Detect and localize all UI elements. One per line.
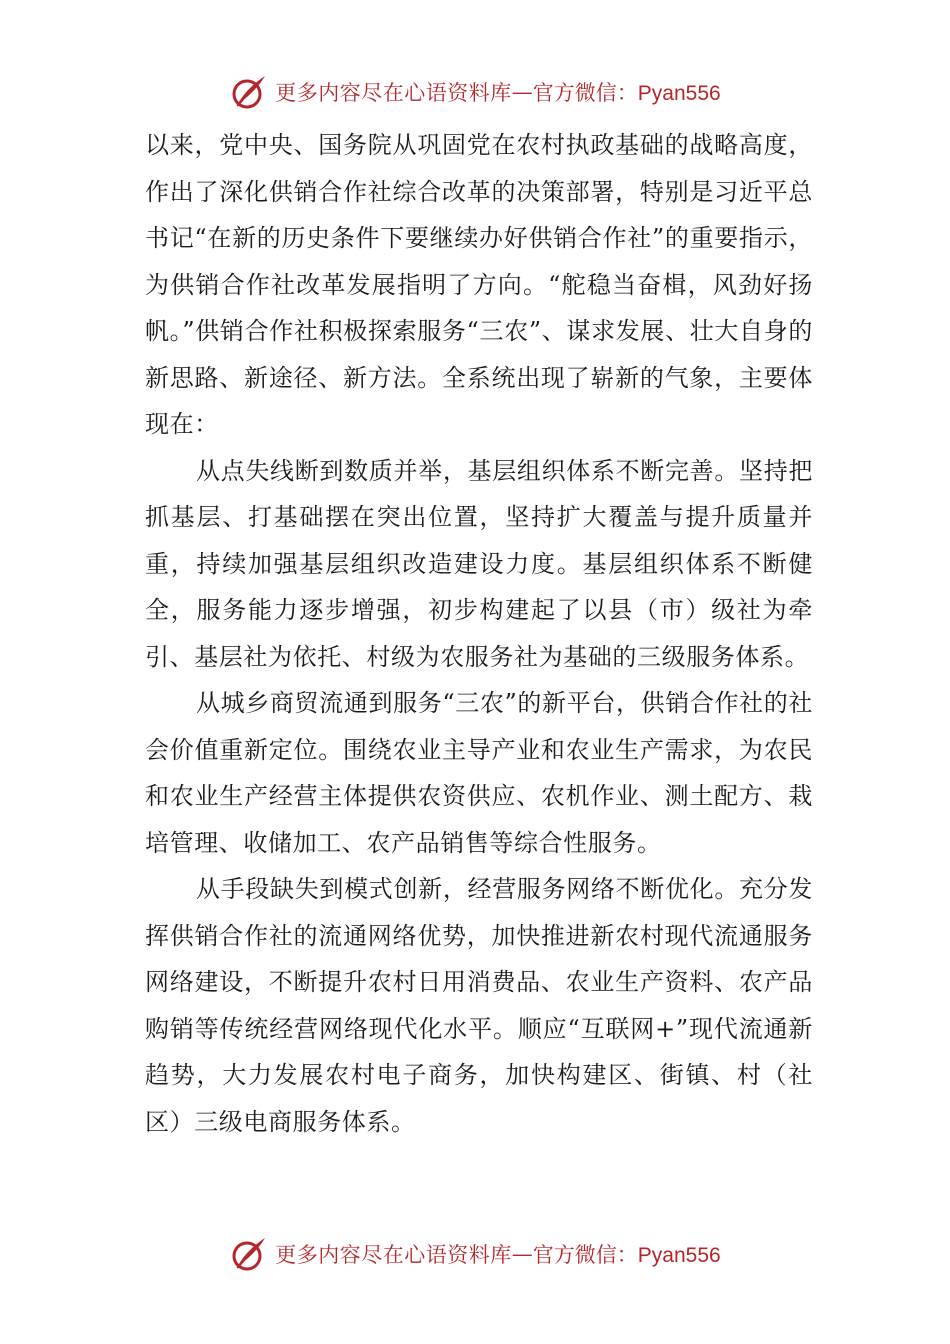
quill-pen-logo-icon <box>229 72 269 112</box>
banner-contact: 官方微信：Pyan556 <box>532 1244 721 1267</box>
paragraph-intro: 以来，党中央、国务院从巩固党在农村执政基础的战略高度，作出了深化供销合作社综合改革的决策部署，特别是习近平总书记“在新的历史条件下要继续办好供销合作社”的重要指示，为供销合作社改革发展指明了方向。“舵稳当奋楫，风劲好扬帆。”供销合作社积极探索服务“三农”、谋求发展、壮大自身的新思路、新途径、新方法。全系统出现了崭新的气象，主要体现在： <box>145 131 813 438</box>
quill-pen-logo-icon <box>229 1234 269 1274</box>
paragraph-network: 从手段缺失到模式创新，经营服务网络不断优化。充分发挥供销合作社的流通网络优势，加快推进新农村现代流通服务网络建设，不断提升农村日用消费品、农业生产资料、农产品购销等传统经营网络现代化水平。顺应“互联网+”现代流通新趋势，大力发展农村电子商务，加快构建区、街镇、村（社区）三级电商服务体系。 <box>145 875 813 1136</box>
banner-contact: 官方微信：Pyan556 <box>532 82 721 105</box>
banner-separator: — <box>511 1242 533 1266</box>
paragraph-platform: 从城乡商贸流通到服务“三农”的新平台，供销合作社的社会价值重新定位。围绕农业主导产业和农业生产需求，为农民和农业生产经营主体提供农资供应、农机作业、测土配方、栽培管理、收储加工、农产品销售等综合性服务。 <box>145 689 813 857</box>
document-body <box>145 122 813 1145</box>
paragraph-grassroots: 从点失线断到数质并举，基层组织体系不断完善。坚持把抓基层、打基础摆在突出位置，坚持扩大覆盖与提升质量并重，持续加强基层组织改造建设力度。基层组织体系不断健全，服务能力逐步增强，初步构建起了以县（市）级社为牵引、基层社为依托、村级为农服务社为基础的三级服务体系。 <box>145 456 813 671</box>
banner-separator: — <box>511 80 533 104</box>
banner-text: 更多内容尽在心语资料库 <box>275 1243 512 1267</box>
footer-banner <box>0 1232 950 1276</box>
banner-text: 更多内容尽在心语资料库 <box>275 81 512 105</box>
header-banner <box>0 70 950 114</box>
